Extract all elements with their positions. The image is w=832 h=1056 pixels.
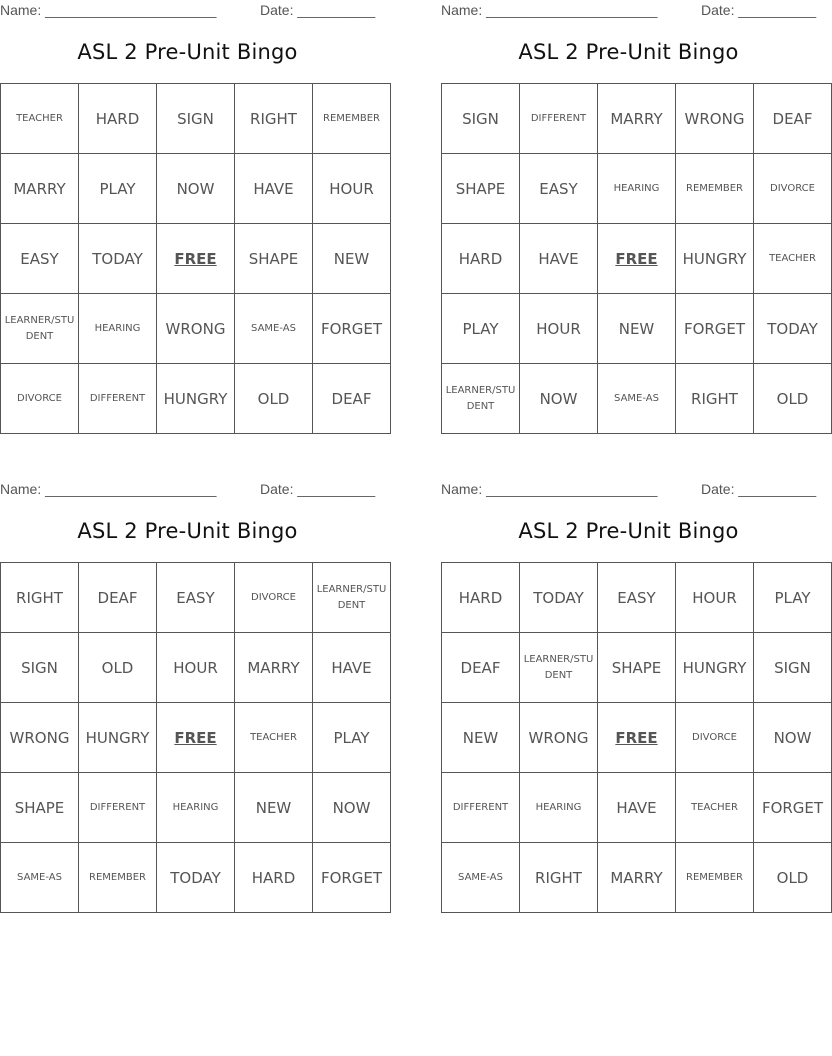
bingo-cell: FORGET (313, 294, 391, 364)
bingo-cell: DIFFERENT (520, 84, 598, 154)
bingo-cell: TEACHER (676, 773, 754, 843)
bingo-cell: TODAY (79, 224, 157, 294)
bingo-grid (441, 83, 832, 434)
bingo-cell: DEAF (754, 84, 832, 154)
bingo-cell: SHAPE (598, 633, 676, 703)
bingo-cell: EASY (157, 563, 235, 633)
bingo-cell: REMEMBER (313, 84, 391, 154)
card-title: ASL 2 Pre-Unit Bingo (77, 519, 298, 543)
bingo-cell: FORGET (754, 773, 832, 843)
bingo-cell: HAVE (598, 773, 676, 843)
bingo-cell: HARD (235, 843, 313, 913)
bingo-cell: SAME-AS (598, 364, 676, 434)
bingo-row (1, 633, 391, 703)
date-field[interactable]: Date: __________ (260, 2, 376, 18)
bingo-cell: FORGET (676, 294, 754, 364)
bingo-cell: HEARING (157, 773, 235, 843)
bingo-row (442, 224, 832, 294)
bingo-cell: TEACHER (235, 703, 313, 773)
bingo-cell: LEARNER/STUDENT (1, 294, 79, 364)
bingo-cell: NEW (598, 294, 676, 364)
bingo-cell: HUNGRY (157, 364, 235, 434)
name-date-line (0, 2, 375, 20)
bingo-cell: RIGHT (520, 843, 598, 913)
bingo-cell: MARRY (598, 843, 676, 913)
bingo-row (442, 84, 832, 154)
bingo-row (1, 703, 391, 773)
bingo-row (442, 773, 832, 843)
bingo-cell: MARRY (235, 633, 313, 703)
bingo-cell: TODAY (520, 563, 598, 633)
date-field[interactable]: Date: __________ (701, 481, 817, 497)
bingo-cell: SAME-AS (235, 294, 313, 364)
bingo-cell: HUNGRY (79, 703, 157, 773)
bingo-row (442, 563, 832, 633)
bingo-cell: NEW (442, 703, 520, 773)
bingo-row (442, 294, 832, 364)
bingo-cell: LEARNER/STUDENT (313, 563, 391, 633)
bingo-row (1, 294, 391, 364)
bingo-cell: OLD (754, 843, 832, 913)
card-title: ASL 2 Pre-Unit Bingo (518, 40, 739, 64)
bingo-grid (441, 562, 832, 913)
bingo-cell: SAME-AS (1, 843, 79, 913)
bingo-cell: REMEMBER (79, 843, 157, 913)
bingo-grid (0, 562, 391, 913)
bingo-cell: SHAPE (1, 773, 79, 843)
bingo-cell: DEAF (442, 633, 520, 703)
bingo-cell: HOUR (676, 563, 754, 633)
bingo-cell: RIGHT (235, 84, 313, 154)
bingo-cell: NEW (313, 224, 391, 294)
name-field[interactable]: Name: ______________________ (0, 481, 217, 497)
bingo-cell: DIFFERENT (79, 773, 157, 843)
date-field[interactable]: Date: __________ (260, 481, 376, 497)
bingo-cell: DIVORCE (1, 364, 79, 434)
bingo-cell: NOW (520, 364, 598, 434)
bingo-cell: TODAY (754, 294, 832, 364)
bingo-cell: HARD (442, 563, 520, 633)
free-space-cell: FREE (598, 224, 676, 294)
bingo-row (442, 843, 832, 913)
bingo-cell: FORGET (313, 843, 391, 913)
bingo-cell: OLD (79, 633, 157, 703)
bingo-row (1, 843, 391, 913)
bingo-cell: NOW (157, 154, 235, 224)
bingo-cell: DEAF (79, 563, 157, 633)
bingo-cell: HARD (79, 84, 157, 154)
bingo-cell: TEACHER (754, 224, 832, 294)
bingo-cell: HOUR (520, 294, 598, 364)
bingo-cell: PLAY (754, 563, 832, 633)
bingo-cell: HEARING (79, 294, 157, 364)
bingo-row (442, 154, 832, 224)
bingo-cell: PLAY (442, 294, 520, 364)
name-date-line (441, 2, 816, 20)
bingo-cell: HAVE (520, 224, 598, 294)
free-space-cell: FREE (157, 703, 235, 773)
bingo-cell: SIGN (754, 633, 832, 703)
free-space-cell: FREE (598, 703, 676, 773)
card-title: ASL 2 Pre-Unit Bingo (77, 40, 298, 64)
bingo-cell: DIFFERENT (442, 773, 520, 843)
bingo-cell: EASY (1, 224, 79, 294)
bingo-cell: OLD (235, 364, 313, 434)
bingo-cell: HUNGRY (676, 224, 754, 294)
bingo-cell: EASY (598, 563, 676, 633)
bingo-row (442, 703, 832, 773)
bingo-cell: SIGN (157, 84, 235, 154)
bingo-row (1, 224, 391, 294)
bingo-cell: SAME-AS (442, 843, 520, 913)
bingo-cell: HAVE (313, 633, 391, 703)
bingo-cell: SHAPE (235, 224, 313, 294)
bingo-cell: HEARING (598, 154, 676, 224)
bingo-cell: REMEMBER (676, 843, 754, 913)
bingo-cell: TODAY (157, 843, 235, 913)
bingo-cell: NOW (313, 773, 391, 843)
bingo-row (1, 364, 391, 434)
bingo-cell: LEARNER/STUDENT (520, 633, 598, 703)
bingo-row (442, 364, 832, 434)
bingo-cell: SIGN (442, 84, 520, 154)
bingo-cell: PLAY (79, 154, 157, 224)
name-field[interactable]: Name: ______________________ (0, 2, 217, 18)
bingo-row (1, 563, 391, 633)
date-field[interactable]: Date: __________ (701, 2, 817, 18)
bingo-cell: MARRY (598, 84, 676, 154)
bingo-cell: HUNGRY (676, 633, 754, 703)
bingo-cell: WRONG (676, 84, 754, 154)
name-field[interactable]: Name: ______________________ (441, 481, 658, 497)
bingo-cell: NOW (754, 703, 832, 773)
bingo-row (442, 633, 832, 703)
bingo-cell: RIGHT (676, 364, 754, 434)
bingo-cell: SHAPE (442, 154, 520, 224)
bingo-cell: LEARNER/STUDENT (442, 364, 520, 434)
bingo-cell: HEARING (520, 773, 598, 843)
bingo-cell: RIGHT (1, 563, 79, 633)
bingo-cell: REMEMBER (676, 154, 754, 224)
free-space-cell: FREE (157, 224, 235, 294)
bingo-cell: HAVE (235, 154, 313, 224)
bingo-cell: SIGN (1, 633, 79, 703)
bingo-cell: WRONG (520, 703, 598, 773)
bingo-cell: DIVORCE (235, 563, 313, 633)
name-field[interactable]: Name: ______________________ (441, 2, 658, 18)
bingo-cell: PLAY (313, 703, 391, 773)
bingo-cell: HOUR (313, 154, 391, 224)
bingo-grid (0, 83, 391, 434)
bingo-cell: DIVORCE (676, 703, 754, 773)
bingo-cell: DEAF (313, 364, 391, 434)
bingo-cell: MARRY (1, 154, 79, 224)
bingo-cell: NEW (235, 773, 313, 843)
name-date-line (441, 481, 816, 499)
bingo-cell: WRONG (1, 703, 79, 773)
bingo-cell: DIFFERENT (79, 364, 157, 434)
bingo-row (1, 154, 391, 224)
bingo-cell: EASY (520, 154, 598, 224)
bingo-row (1, 773, 391, 843)
bingo-cell: HOUR (157, 633, 235, 703)
card-title: ASL 2 Pre-Unit Bingo (518, 519, 739, 543)
bingo-cell: OLD (754, 364, 832, 434)
bingo-cell: TEACHER (1, 84, 79, 154)
bingo-row (1, 84, 391, 154)
bingo-cell: HARD (442, 224, 520, 294)
bingo-cell: WRONG (157, 294, 235, 364)
name-date-line (0, 481, 375, 499)
bingo-cell: DIVORCE (754, 154, 832, 224)
